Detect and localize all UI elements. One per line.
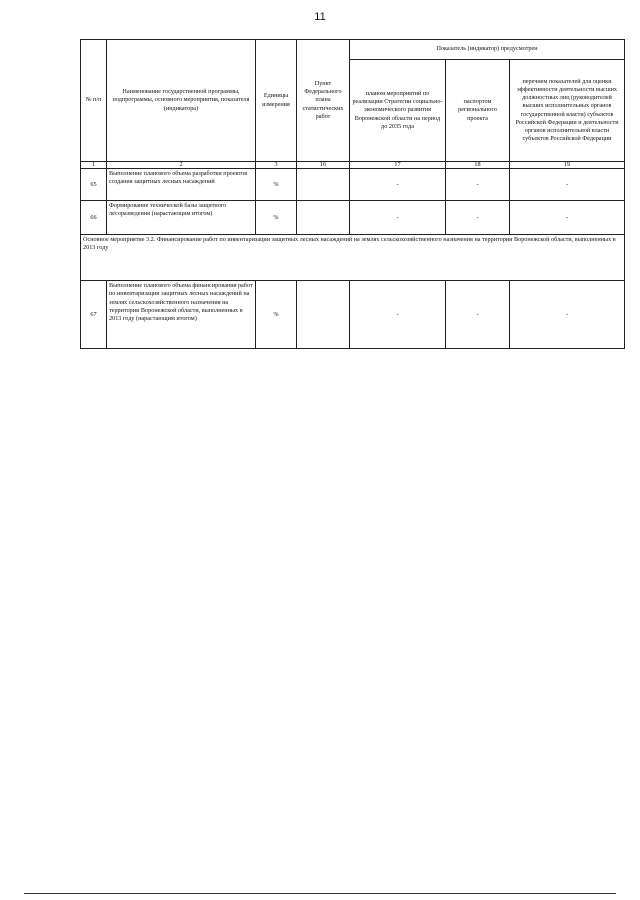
perechen-cell: - (510, 281, 625, 349)
column-numbers-row (81, 162, 625, 169)
column-number: 19 (510, 162, 625, 169)
event-row (81, 235, 625, 281)
column-number: 16 (297, 162, 350, 169)
strategy-cell: - (350, 281, 446, 349)
column-number: 2 (107, 162, 256, 169)
passport-cell: - (446, 281, 510, 349)
header-name: Наименование государственной программы, подпрограммы, основного мероприятия, показателя (индикатора) (107, 40, 256, 162)
header-row-top (81, 40, 625, 60)
page-number: 11 (314, 11, 326, 23)
indicator-unit: % (256, 281, 297, 349)
indicator-name: Выполнение планового объема разработки проектов создания защитных лесных насаждений (107, 169, 256, 201)
federal-plan-cell (297, 169, 350, 201)
perechen-cell: - (510, 169, 625, 201)
indicator-unit: % (256, 169, 297, 201)
federal-plan-cell (297, 201, 350, 235)
indicators-table (80, 39, 625, 349)
header-units: Единицы измерения (256, 40, 297, 162)
column-number: 18 (446, 162, 510, 169)
indicator-unit: % (256, 201, 297, 235)
strategy-cell: - (350, 169, 446, 201)
row-number: 66 (81, 201, 107, 235)
column-number: 17 (350, 162, 446, 169)
indicator-name: Выполнение планового объема финансирования работ по инвентаризации защитных лесных насаждений на землях сельскохозяйственного назначения на территории Воронежской области, выполненных в 2013 году (нарастающим итогом) (107, 281, 256, 349)
strategy-cell: - (350, 201, 446, 235)
row-number: 65 (81, 169, 107, 201)
column-number: 3 (256, 162, 297, 169)
header-number: № п/п (81, 40, 107, 162)
passport-cell: - (446, 169, 510, 201)
row-number: 67 (81, 281, 107, 349)
federal-plan-cell (297, 281, 350, 349)
main-event-title: Основное мероприятие 3.2. Финансирование работ по инвентаризации защитных лесных насаждений на землях сельскохозяйственного назначения на территории Воронежской области, выполненных в 2013 году (81, 235, 625, 281)
header-indicator-group: Показатель (индикатор) предусмотрен (350, 40, 625, 60)
header-perechen: перечнем показателей для оценки эффективности деятельности высших должностных лиц (руководителей высших исполнительных органов государственной власти) субъектов Российской Федерации и деятельности органов исполнительной власти субъектов Российской Федерации (510, 60, 625, 162)
header-strategy: планом мероприятий по реализации Стратегии социально-экономического развития Воронежской области на период до 2035 года (350, 60, 446, 162)
column-number: 1 (81, 162, 107, 169)
indicator-name: Формирование технической базы защитного лесоразведения (нарастающим итогом) (107, 201, 256, 235)
table-row (81, 281, 625, 349)
bottom-divider (24, 893, 616, 894)
header-passport: паспортом регионального проекта (446, 60, 510, 162)
table-row (81, 169, 625, 201)
header-federal-plan: Пункт Федерального плана статистических работ (297, 40, 350, 162)
table-row (81, 201, 625, 235)
passport-cell: - (446, 201, 510, 235)
perechen-cell: - (510, 201, 625, 235)
